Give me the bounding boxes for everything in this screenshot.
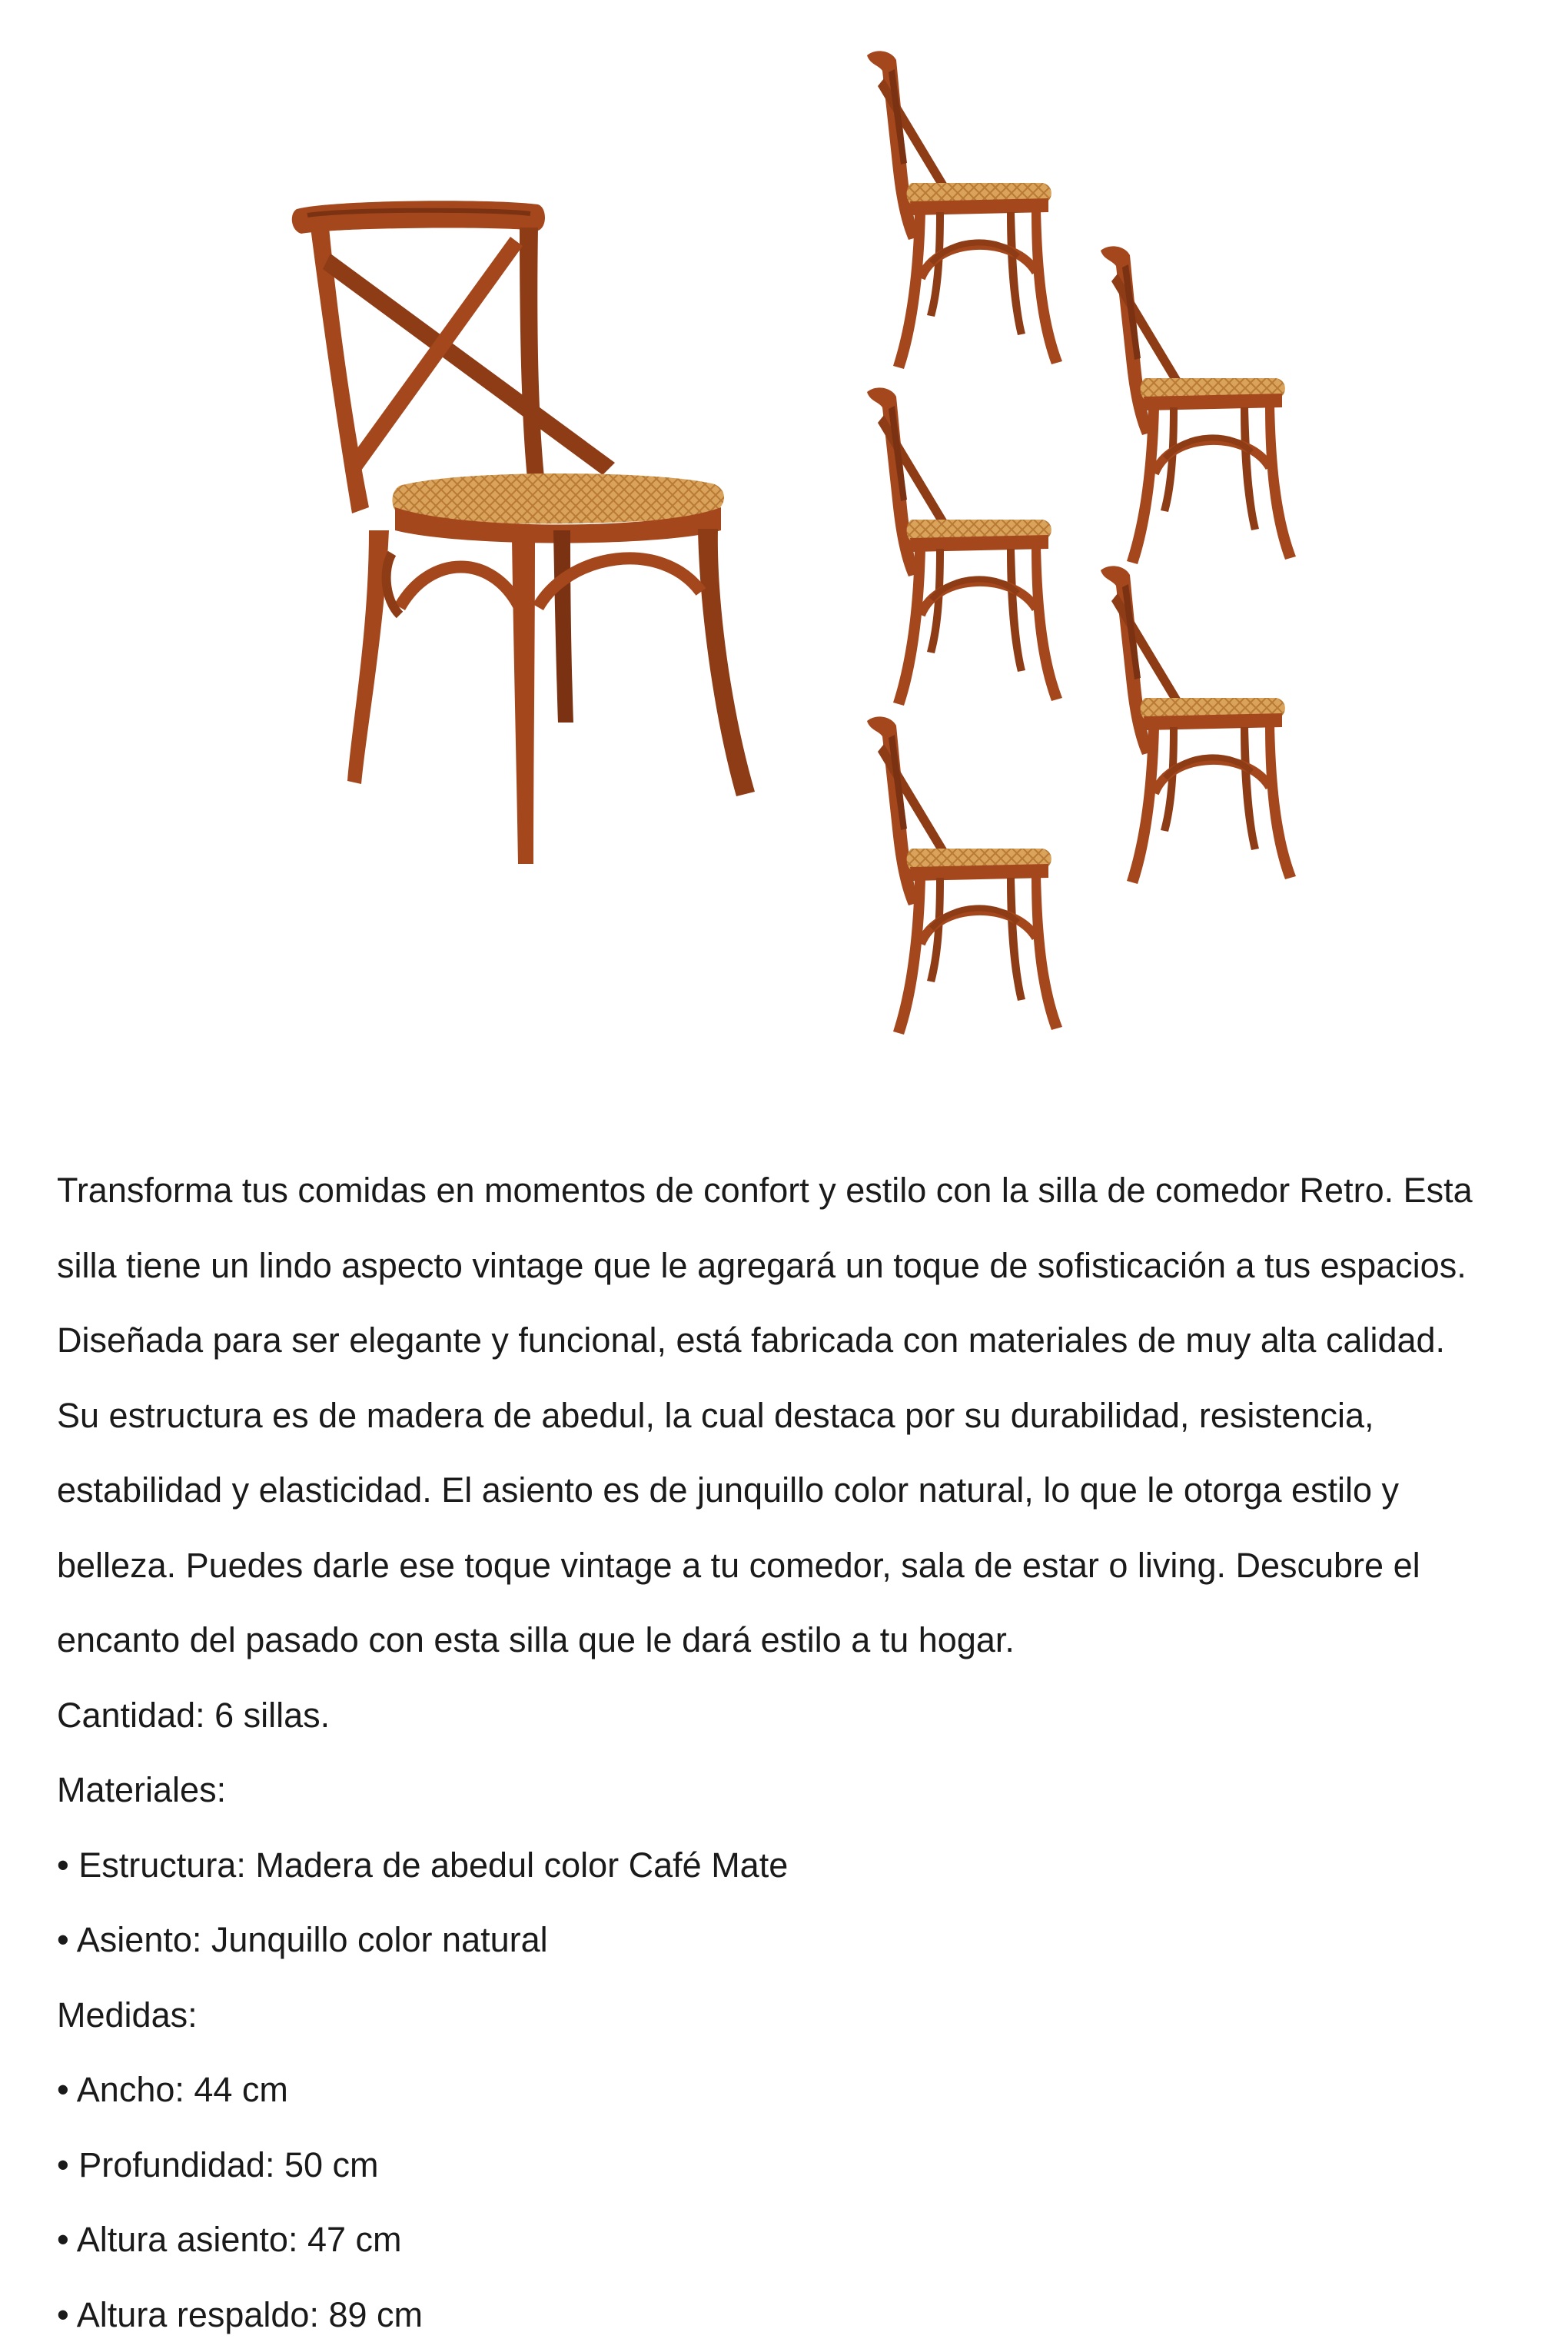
quantity-text: Cantidad: 6 sillas.	[57, 1678, 1517, 1753]
main-chair-image	[292, 201, 755, 864]
measures-item: • Profundidad: 50 cm	[57, 2128, 1517, 2203]
chair-set-image-2	[1101, 246, 1296, 564]
chair-set-image-1	[867, 51, 1062, 369]
description-line: encanto del pasado con esta silla que le dará estilo a tu hogar.	[57, 1603, 1517, 1678]
description-line: belleza. Puedes darle ese toque vintage a tu comedor, sala de estar o living. Descubre el	[57, 1528, 1517, 1603]
product-image-area	[0, 0, 1568, 1091]
measures-item: • Altura respaldo: 89 cm	[57, 2277, 1517, 2352]
description-line: Transforma tus comidas en momentos de confort y estilo con la silla de comedor Retro. Esta	[57, 1153, 1517, 1228]
description-line: Diseñada para ser elegante y funcional, está fabricada con materiales de muy alta calidad.	[57, 1303, 1517, 1378]
description-line: estabilidad y elasticidad. El asiento es de junquillo color natural, lo que le otorga estilo y	[57, 1453, 1517, 1528]
chair-set-image-4	[1101, 566, 1296, 884]
materials-item: • Estructura: Madera de abedul color Café Mate	[57, 1828, 1517, 1903]
materials-heading: Materiales:	[57, 1752, 1517, 1828]
measures-heading: Medidas:	[57, 1978, 1517, 2053]
chair-set-image-5	[867, 716, 1062, 1035]
product-images	[0, 0, 1568, 1091]
description-line: silla tiene un lindo aspecto vintage que le agregará un toque de sofisticación a tus espacios.	[57, 1228, 1517, 1304]
description-line: Su estructura es de madera de abedul, la cual destaca por su durabilidad, resistencia,	[57, 1378, 1517, 1453]
chair-set-image-3	[867, 387, 1062, 706]
measures-item: • Ancho: 44 cm	[57, 2052, 1517, 2128]
product-description	[57, 1153, 1517, 2352]
measures-item: • Altura asiento: 47 cm	[57, 2202, 1517, 2277]
materials-item: • Asiento: Junquillo color natural	[57, 1902, 1517, 1978]
